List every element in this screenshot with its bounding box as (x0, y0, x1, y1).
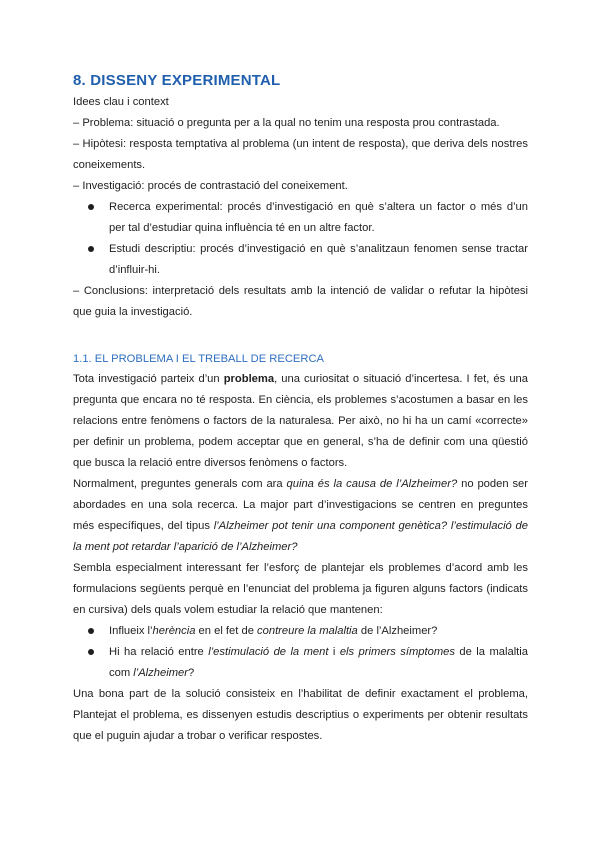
text-run: Tota investigació parteix d’un (73, 373, 224, 385)
bullet-icon (88, 204, 94, 210)
italic-run: l’Alzheimer (133, 667, 188, 679)
paragraph-solucio: Una bona part de la solució consisteix en l’habilitat de definir exactament el problema, Plantejat el problema, es dissenyen estudis descriptius o experiments per obtenir resultats que el puguin ajudar a trobar o verificar respostes. (73, 688, 528, 742)
italic-run: l’estimulació de la ment (208, 646, 329, 658)
text-run: ? (187, 667, 195, 679)
paragraph-problema (73, 369, 528, 474)
list-item (73, 239, 528, 281)
text-run: i (328, 646, 340, 658)
italic-run: quina és la causa de l’Alzheimer? (286, 478, 458, 490)
definition-problema: – Problema: situació o pregunta per a la qual no tenim una resposta prou contrastada. (73, 117, 500, 129)
list-item-text: Estudi descriptiu: procés d’investigació en què s’analitzaun fenomen sense tractar d’influir-hi. (109, 243, 528, 276)
investigacio-list (73, 197, 528, 281)
list-item (73, 621, 528, 642)
page-content (73, 70, 528, 747)
text-run: Influeix l’ (109, 625, 153, 637)
paragraph-formulacions: Sembla especialment interessant fer l’esforç de plantejar els problemes d’acord amb les formulacions següents perquè en l’enunciat del problema ja figuren alguns factors (indicats en cursiva) dels quals volem estudiar la relació que mantenen: (73, 562, 528, 616)
examples-list (73, 621, 528, 684)
definition-conclusions: – Conclusions: interpretació dels resultats amb la intenció de validar o refutar la hipòtesi que guia la investigació. (73, 285, 528, 318)
definition-investigacio: – Investigació: procés de contrastació del coneixement. (73, 180, 348, 192)
text-run: Normalment, preguntes generals com ara (73, 478, 287, 490)
text-run: en el fet de (195, 625, 258, 637)
list-item-text: Recerca experimental: procés d’investigació en què s’altera un factor o més d’un per tal d’estudiar quina influència té en un altre factor. (109, 201, 528, 234)
text-run: de la malaltia com (109, 646, 529, 679)
bullet-icon (88, 246, 94, 252)
italic-run: els primers símptomes (339, 646, 455, 658)
text-run: , una curiositat o situació d’incertesa. I fet, és una pregunta que encara no té resposta. En ciència, els problemes s’acostumen a basar en les relacions entre fenòmens o factors de la naturalesa. Per això, no hi ha un camí «correcte» per definir un problema, podem acceptar que en general, s’ha de definir com una qüestió que busca la relació entre diversos fenòmens o factors. (73, 373, 528, 469)
text-run: de l’Alzheimer? (357, 625, 438, 637)
bullet-icon (88, 649, 94, 655)
italic-run: contreure la malaltia (257, 625, 358, 637)
intro-text: Idees clau i context (73, 96, 169, 108)
italic-run: herència (152, 625, 196, 637)
bold-term: problema (223, 373, 275, 385)
paragraph-preguntes (73, 474, 528, 558)
bullet-icon (88, 628, 94, 634)
italic-run: l’Alzheimer pot tenir una component genètica? l’estimulació de la ment pot retardar l’aparició de l’Alzheimer? (73, 520, 528, 553)
subsection-title: 1.1. EL PROBLEMA I EL TREBALL DE RECERCA (73, 353, 324, 365)
text-run: no poden ser abordades en una sola recerca. La major part d’investigacions se centren en preguntes més específiques, del tipus (73, 478, 528, 532)
section-spacer (73, 323, 528, 350)
section-title: 8. DISSENY EXPERIMENTAL (73, 72, 281, 89)
definition-hipotesi: – Hipòtesi: resposta temptativa al problema (un intent de resposta), que deriva dels nostres coneixements. (73, 138, 528, 171)
list-item (73, 642, 528, 684)
list-item (73, 197, 528, 239)
text-run: Hi ha relació entre (109, 646, 209, 658)
